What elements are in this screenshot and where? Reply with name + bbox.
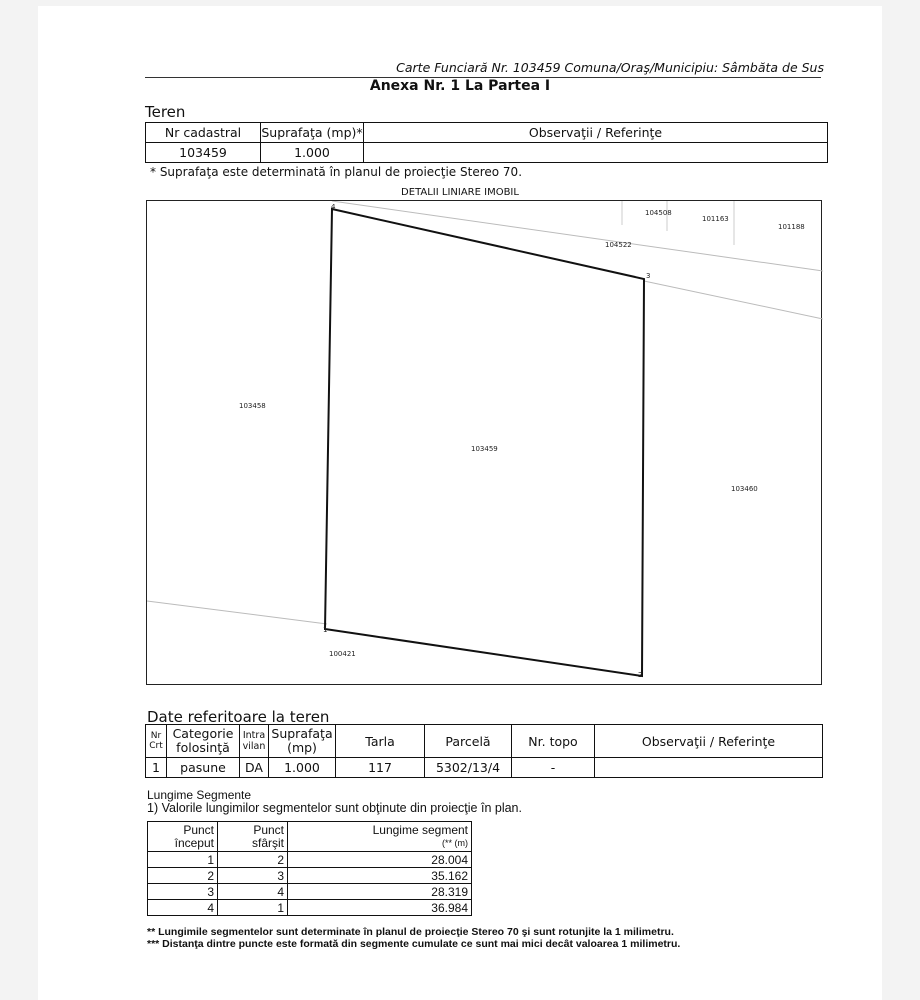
cell-sfarsit: 1 xyxy=(218,900,288,916)
table-header-row xyxy=(146,725,823,758)
suprafata-note: * Suprafaţa este determinată în planul de proiecţie Stereo 70. xyxy=(150,165,523,179)
col-categorie-line1: Categorie xyxy=(172,726,234,741)
parcel-label: 103459 xyxy=(471,445,498,453)
cell-observatii xyxy=(595,758,823,778)
neighbor-label-ne1: 104508 xyxy=(645,209,672,217)
cell-nr-topo: - xyxy=(512,758,595,778)
neighbor-label-road: 104522 xyxy=(605,241,632,249)
neighbor-label-ne3: 101188 xyxy=(778,223,805,231)
road-boundary-north xyxy=(332,201,823,271)
cell-intravilan: DA xyxy=(240,758,269,778)
col-intravilan xyxy=(240,725,269,758)
point-label-1: 1 xyxy=(323,626,328,634)
table-row xyxy=(148,900,472,916)
parcel-plan-svg xyxy=(147,201,823,686)
segmente-title: Lungime Segmente xyxy=(147,788,252,802)
cell-nr-cadastral: 103459 xyxy=(146,143,261,163)
point-label-2: 2 xyxy=(638,671,643,679)
cell-sfarsit: 4 xyxy=(218,884,288,900)
col-suprafata-line1: Suprafaţa xyxy=(271,726,333,741)
teren-table xyxy=(145,122,828,163)
col-punct-inceput xyxy=(148,822,218,852)
cell-nr-crt: 1 xyxy=(146,758,167,778)
col-nr-crt xyxy=(146,725,167,758)
cell-suprafata: 1.000 xyxy=(269,758,336,778)
cell-inceput: 1 xyxy=(148,852,218,868)
date-teren-title: Date referitoare la teren xyxy=(147,708,330,726)
table-row xyxy=(146,143,828,163)
cell-categorie: pasune xyxy=(167,758,240,778)
parcel-103459-boundary xyxy=(325,209,644,676)
col-categorie-line2: folosinţă xyxy=(176,740,230,755)
col-suprafata-line2: (mp) xyxy=(287,740,317,755)
cell-sfarsit: 3 xyxy=(218,868,288,884)
south-boundary-west xyxy=(147,601,327,624)
footnote-distanta: *** Distanţa dintre puncte este formată din segmente cumulate ce sunt mai mici decât valoarea 1 milimetru. xyxy=(147,938,681,950)
neighbor-label-east: 103460 xyxy=(731,485,758,493)
carte-funciara-header: Carte Funciară Nr. 103459 Comuna/Oraş/Municipiu: Sâmbăta de Sus xyxy=(396,60,824,75)
col-suprafata: Suprafaţa (mp)* xyxy=(261,123,364,143)
neighbor-label-west: 103458 xyxy=(239,402,266,410)
table-header-row xyxy=(148,822,472,852)
col-lungime-line1: Lungime segment xyxy=(372,822,468,837)
cell-lungime: 28.319 xyxy=(288,884,472,900)
table-row xyxy=(148,868,472,884)
plan-drawing xyxy=(146,200,822,685)
col-nr-crt-line2: Crt xyxy=(149,741,163,751)
point-label-4: 4 xyxy=(331,203,336,211)
col-lungime-line2: (** (m) xyxy=(442,837,468,848)
col-inceput-line2: început xyxy=(174,835,214,850)
col-observatii: Observaţii / Referinţe xyxy=(364,123,828,143)
road-boundary-east xyxy=(644,281,823,319)
cell-sfarsit: 2 xyxy=(218,852,288,868)
segmente-table xyxy=(147,821,472,916)
col-intravilan-line2: vilan xyxy=(242,741,266,752)
cell-lungime: 36.984 xyxy=(288,900,472,916)
col-inceput-line1: Punct xyxy=(183,822,214,837)
date-teren-table xyxy=(145,724,823,778)
cell-inceput: 4 xyxy=(148,900,218,916)
col-tarla: Tarla xyxy=(336,725,425,758)
cell-inceput: 3 xyxy=(148,884,218,900)
col-observatii-referinte: Observaţii / Referinţe xyxy=(595,725,823,758)
table-header-row xyxy=(146,123,828,143)
cell-lungime: 35.162 xyxy=(288,868,472,884)
cell-inceput: 2 xyxy=(148,868,218,884)
col-nr-crt-line1: Nr xyxy=(150,731,162,741)
cell-parcela: 5302/13/4 xyxy=(425,758,512,778)
col-lungime-segment xyxy=(288,822,472,852)
cell-observatii xyxy=(364,143,828,163)
col-parcela: Parcelă xyxy=(425,725,512,758)
neighbor-label-ne2: 101163 xyxy=(702,215,729,223)
cell-suprafata: 1.000 xyxy=(261,143,364,163)
point-label-3: 3 xyxy=(646,272,651,280)
col-nr-topo: Nr. topo xyxy=(512,725,595,758)
table-row xyxy=(146,758,823,778)
table-row xyxy=(148,852,472,868)
anexa-title: Anexa Nr. 1 La Partea I xyxy=(369,78,551,94)
segmente-subtitle: 1) Valorile lungimilor segmentelor sunt obţinute din proiecţie în plan. xyxy=(147,801,522,815)
teren-title: Teren xyxy=(145,103,186,121)
footnote-lungimi: ** Lungimile segmentelor sunt determinate în planul de proiecţie Stereo 70 şi sunt rotunjite la 1 milimetru. xyxy=(147,926,674,938)
neighbor-label-south: 100421 xyxy=(329,650,356,658)
col-categorie xyxy=(167,725,240,758)
table-row xyxy=(148,884,472,900)
cell-lungime: 28.004 xyxy=(288,852,472,868)
col-intravilan-line1: Intra xyxy=(242,730,266,741)
col-sfarsit-line2: sfârşit xyxy=(251,835,284,850)
plan-title: DETALII LINIARE IMOBIL xyxy=(401,187,519,198)
col-punct-sfarsit xyxy=(218,822,288,852)
col-sfarsit-line1: Punct xyxy=(253,822,284,837)
col-suprafata-mp xyxy=(269,725,336,758)
cell-tarla: 117 xyxy=(336,758,425,778)
col-nr-cadastral: Nr cadastral xyxy=(146,123,261,143)
